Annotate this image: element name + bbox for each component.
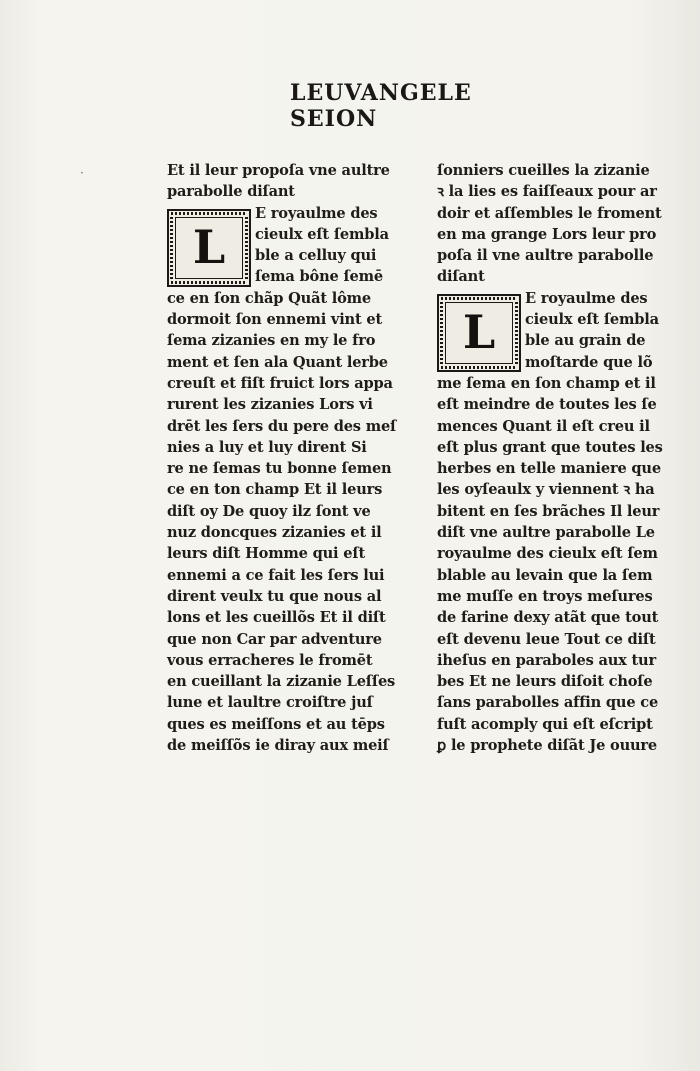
text-line: bes Et ne leurs diſoit choſe [437, 673, 653, 691]
text-line: nies a luy et luy dirent Si [167, 438, 367, 456]
decorated-initial-icon [437, 294, 521, 372]
text-line: E royaulme des [525, 289, 648, 307]
text-line: ble au grain de [525, 332, 646, 350]
text-line: fuſt acomply qui eſt eſcript [437, 715, 653, 733]
initial-block [167, 203, 402, 288]
text-line: ce en ton champ Et il leurs [167, 481, 383, 499]
text-line: moſtarde que lõ [525, 353, 653, 371]
text-line: ſema zizanies en my le fro [167, 332, 376, 350]
right-column [437, 160, 669, 756]
text-line: diſt oy De quoy ilz ſont ve [167, 502, 371, 520]
text-line: ble a celluy qui [255, 247, 377, 265]
text-line: ment et ſen ala Quant lerbe [167, 353, 388, 371]
decorated-initial-icon [167, 209, 251, 287]
text-line: ſans parabolles affin que ce [437, 694, 659, 712]
text-line: dirent veulx tu que nous al [167, 587, 382, 605]
margin-dot: · [80, 166, 84, 180]
text-line: me ſema en ſon champ et il [437, 374, 656, 392]
text-line: poſa il vne aultre parabolle [437, 247, 654, 265]
left-column [167, 160, 402, 756]
text-line: les oyſeaulx y viennent ꝛ ha [437, 481, 655, 499]
initial-letter: L [175, 217, 243, 279]
text-line: diſant [437, 268, 485, 286]
text-line: de meiſſõs ie diray aux meiſ [167, 737, 389, 755]
text-line: ſema bône ſemē [255, 268, 383, 286]
text-line: diſt vne aultre parabolle Le [437, 524, 655, 542]
text-line: me muſſe en troys meſures [437, 587, 653, 605]
text-line: E royaulme des [255, 204, 378, 222]
text-line: ſonniers cueilles la zizanie [437, 162, 650, 179]
text-line: mences Quant il eſt creu il [437, 417, 650, 435]
text-line: en cueillant la zizanie Leſſes [167, 673, 396, 691]
text-line: blable au levain que la ſem [437, 566, 653, 584]
text-line: leurs diſt Homme qui eſt [167, 545, 365, 563]
text-line: en ma grange Lors leur pro [437, 225, 657, 243]
text-line: re ne ſemas tu bonne ſemen [167, 460, 392, 478]
text-line: nuz doncques zizanies et il [167, 524, 382, 542]
text-line: doir et aſſembles le froment [437, 204, 662, 222]
text-line: eſt meindre de toutes les ſe [437, 396, 657, 414]
text-line: dormoit ſon ennemi vint et [167, 311, 383, 329]
text-line: ꝑ le prophete diſãt Je ouure [437, 737, 657, 755]
text-line: bitent en ſes brãches Il leur [437, 502, 660, 520]
text-line: herbes en telle maniere que [437, 460, 661, 478]
text-line: lons et les cueillõs Et il diſt [167, 609, 386, 627]
text-line: parabolle diſant [167, 183, 295, 201]
text-line: drēt les ſers du pere des meſ [167, 417, 397, 435]
text-line: eſt devenu leue Tout ce diſt [437, 630, 656, 648]
text-line: Et il leur propoſa vne aultre [167, 162, 390, 179]
text-line: que non Car par adventure [167, 630, 382, 648]
text-line: creuſt et fiſt fruict lors appa [167, 374, 393, 392]
initial-side-text [525, 288, 659, 373]
text-line: royaulme des cieulx eſt ſem [437, 545, 658, 563]
text-line: ce en ſon chãp Quãt lôme [167, 289, 371, 307]
running-head: LEUVANGELE SEION [290, 80, 472, 132]
initial-side-text [255, 203, 389, 288]
text-line: cieulx eſt ſembla [255, 225, 389, 243]
text-line: ques es meiſſons et au tēps [167, 715, 385, 733]
text-line: lune et laultre croiſtre juſ [167, 694, 373, 712]
text-line: eſt plus grant que toutes les [437, 438, 663, 456]
text-line: iheſus en paraboles aux tur [437, 651, 656, 669]
text-line: rurent les zizanies Lors vi [167, 396, 373, 414]
text-line: ꝛ la lies es faiſſeaux pour ar [437, 183, 657, 201]
initial-letter: L [445, 302, 513, 364]
text-line: cieulx eſt ſembla [525, 311, 659, 329]
text-line: vous erracheres le fromēt [167, 651, 373, 669]
text-line: de farine dexy atãt que tout [437, 609, 659, 627]
initial-block [437, 288, 669, 373]
text-line: ennemi a ce fait les ſers lui [167, 566, 385, 584]
